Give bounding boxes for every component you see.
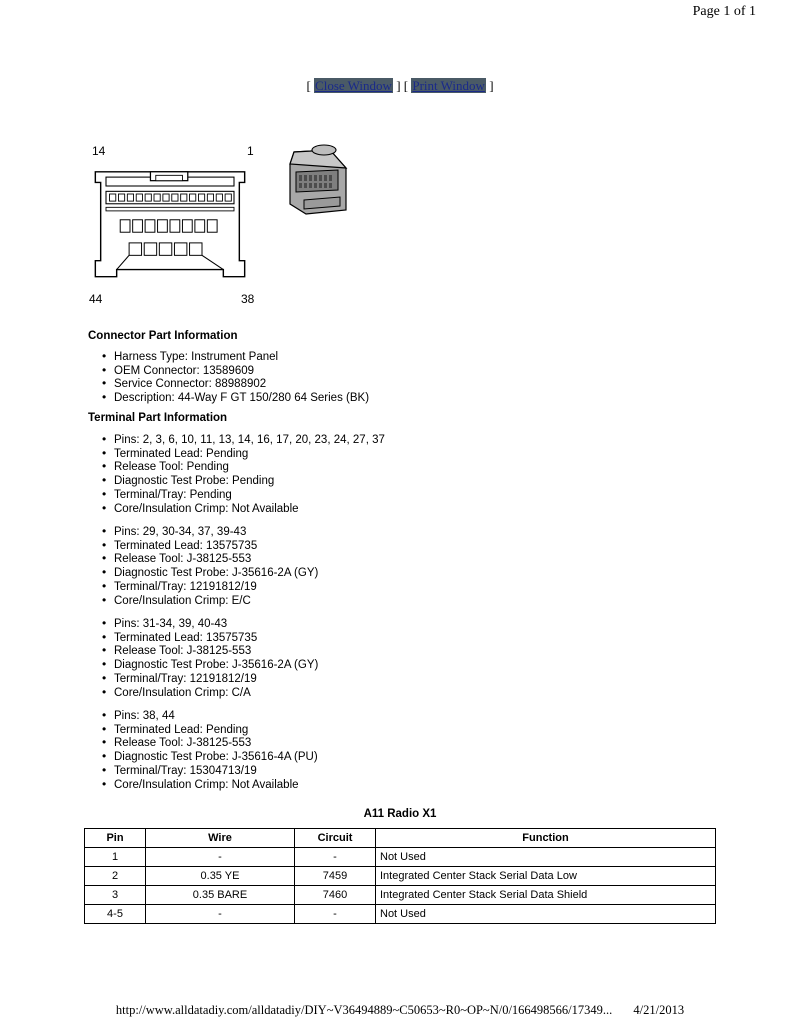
connector-front-view-icon <box>90 162 250 290</box>
list-item: • Diagnostic Test Probe: J-35616-2A (GY) <box>114 567 318 581</box>
table-row <box>85 867 716 886</box>
list-item: • Diagnostic Test Probe: J-35616-4A (PU) <box>114 751 318 765</box>
diagram-label-14: 14 <box>92 144 106 158</box>
bracket-close-1: ] <box>396 78 401 93</box>
list-item: • Service Connector: 88988902 <box>114 378 369 392</box>
list-item: • Harness Type: Instrument Panel <box>114 351 369 365</box>
pin-table-title: A11 Radio X1 <box>363 808 437 820</box>
print-window-link[interactable]: Print Window <box>412 78 485 93</box>
list-item: • Terminated Lead: Pending <box>114 448 385 462</box>
cell-pin: 2 <box>85 867 146 886</box>
list-item: • Diagnostic Test Probe: J-35616-2A (GY) <box>114 659 318 673</box>
list-item: • Core/Insulation Crimp: C/A <box>114 687 318 701</box>
list-item: • Terminal/Tray: Pending <box>114 489 385 503</box>
list-item: • Terminal/Tray: 12191812/19 <box>114 673 318 687</box>
column-header-circuit: Circuit <box>295 829 376 848</box>
list-item: • Pins: 31-34, 39, 40-43 <box>114 618 318 632</box>
cell-function: Not Used <box>376 848 716 867</box>
terminal-group-3 <box>96 618 318 700</box>
close-window-link[interactable]: Close Window <box>315 78 392 93</box>
footer-url: http://www.alldatadiy.com/alldatadiy/DIY~V36494889~C50653~R0~OP~N/0/166498566/17349... <box>115 1003 613 1017</box>
list-item: • Terminated Lead: Pending <box>114 724 318 738</box>
window-link-bar <box>0 78 800 94</box>
page-indicator: Page 1 of 1 <box>692 4 756 19</box>
connector-part-information-list <box>96 351 369 406</box>
list-item: • Terminated Lead: 13575735 <box>114 540 318 554</box>
column-header-wire: Wire <box>146 829 295 848</box>
cell-pin: 3 <box>85 886 146 905</box>
list-item: • OEM Connector: 13589609 <box>114 365 369 379</box>
list-item: • Core/Insulation Crimp: Not Available <box>114 779 318 793</box>
terminal-group-1 <box>96 434 385 516</box>
terminal-part-information-title: Terminal Part Information <box>88 412 228 424</box>
cell-circuit: 7460 <box>295 886 376 905</box>
cell-wire: 0.35 BARE <box>146 886 295 905</box>
cell-pin: 1 <box>85 848 146 867</box>
bracket-open-2: [ <box>403 78 409 93</box>
terminal-group-4 <box>96 710 318 792</box>
connector-diagram <box>84 132 374 312</box>
list-item: • Terminated Lead: 13575735 <box>114 632 318 646</box>
cell-function: Integrated Center Stack Serial Data Shield <box>376 886 716 905</box>
cell-wire: - <box>146 905 295 924</box>
cell-circuit: - <box>295 905 376 924</box>
table-row <box>85 905 716 924</box>
list-item: • Release Tool: J-38125-553 <box>114 645 318 659</box>
table-row <box>85 886 716 905</box>
cell-function: Not Used <box>376 905 716 924</box>
list-item: • Release Tool: J-38125-553 <box>114 553 318 567</box>
page-footer <box>0 1003 800 1018</box>
connector-part-information-title: Connector Part Information <box>88 330 238 342</box>
cell-circuit: - <box>295 848 376 867</box>
cell-wire: - <box>146 848 295 867</box>
table-header-row <box>85 829 716 848</box>
list-item: • Release Tool: J-38125-553 <box>114 737 318 751</box>
cell-circuit: 7459 <box>295 867 376 886</box>
diagram-label-1: 1 <box>247 144 254 158</box>
list-item: • Pins: 38, 44 <box>114 710 318 724</box>
diagram-label-38: 38 <box>241 292 255 306</box>
list-item: • Core/Insulation Crimp: Not Available <box>114 503 385 517</box>
list-item: • Core/Insulation Crimp: E/C <box>114 595 318 609</box>
list-item: • Pins: 29, 30-34, 37, 39-43 <box>114 526 318 540</box>
column-header-function: Function <box>376 829 716 848</box>
diagram-label-44: 44 <box>89 292 103 306</box>
bracket-open-1: [ <box>306 78 311 93</box>
cell-wire: 0.35 YE <box>146 867 295 886</box>
list-item: • Terminal/Tray: 15304713/19 <box>114 765 318 779</box>
connector-3d-view-icon <box>280 138 364 222</box>
cell-function: Integrated Center Stack Serial Data Low <box>376 867 716 886</box>
cell-pin: 4-5 <box>85 905 146 924</box>
list-item: • Release Tool: Pending <box>114 461 385 475</box>
list-item: • Terminal/Tray: 12191812/19 <box>114 581 318 595</box>
table-row <box>85 848 716 867</box>
footer-date: 4/21/2013 <box>633 1003 685 1017</box>
list-item: • Diagnostic Test Probe: Pending <box>114 475 385 489</box>
terminal-group-2 <box>96 526 318 608</box>
pin-table <box>84 828 716 924</box>
list-item: • Description: 44-Way F GT 150/280 64 Series (BK) <box>114 392 369 406</box>
list-item: • Pins: 2, 3, 6, 10, 11, 13, 14, 16, 17, 20, 23, 24, 27, 37 <box>114 434 385 448</box>
column-header-pin: Pin <box>85 829 146 848</box>
bracket-close-2: ] <box>489 78 494 93</box>
